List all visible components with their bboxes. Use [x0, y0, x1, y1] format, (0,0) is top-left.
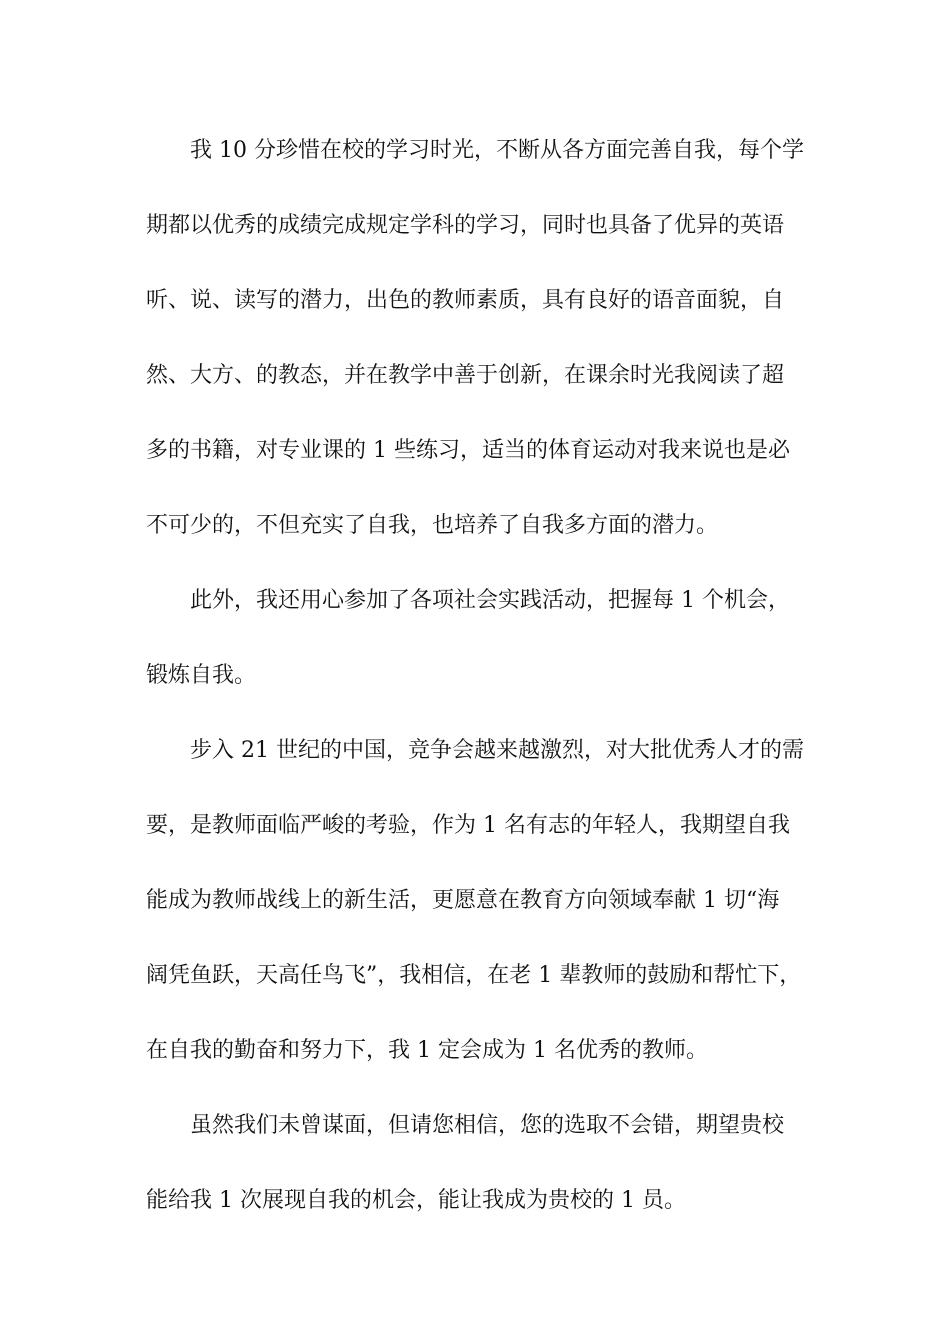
text-line: 然、大方、的教态，并在教学中善于创新，在课余时光我阅读了超	[146, 363, 785, 388]
text-line: 要，是教师面临严峻的考验，作为 1 名有志的年轻人，我期望自我	[146, 813, 790, 838]
text-line: 期都以优秀的成绩完成规定学科的学习，同时也具备了优异的英语	[146, 213, 785, 238]
text-line: 此外，我还用心参加了各项社会实践活动，把握每 1 个机会，	[190, 588, 790, 613]
text-line: 我 10 分珍惜在校的学习时光，不断从各方面完善自我，每个学	[190, 138, 804, 163]
paragraph-3	[146, 732, 810, 1070]
text-line: 不可少的，不但充实了自我，也培养了自我多方面的潜力。	[146, 513, 719, 538]
document-body	[146, 132, 810, 1257]
text-line: 虽然我们未曾谋面，但请您相信，您的选取不会错，期望贵校	[190, 1113, 785, 1138]
text-line: 在自我的勤奋和努力下，我 1 定会成为 1 名优秀的教师。	[146, 1038, 708, 1063]
paragraph-4	[146, 1107, 810, 1220]
text-line: 能给我 1 次展现自我的机会，能让我成为贵校的 1 员。	[146, 1188, 686, 1213]
text-line: 锻炼自我。	[146, 663, 257, 688]
text-line: 多的书籍，对专业课的 1 些练习，适当的体育运动对我来说也是必	[146, 438, 790, 463]
text-line: 能成为教师战线上的新生活，更愿意在教育方向领域奉献 1 切“海	[146, 888, 780, 913]
paragraph-2	[146, 582, 810, 695]
text-line: 步入 21 世纪的中国，竞争会越来越激烈，对大批优秀人才的需	[190, 738, 804, 763]
text-line: 听、说、读写的潜力，出色的教师素质，具有良好的语音面貌，自	[146, 288, 785, 313]
paragraph-1	[146, 132, 810, 545]
text-line: 阔凭鱼跃，天高任鸟飞”，我相信，在老 1 辈教师的鼓励和帮忙下，	[146, 963, 802, 988]
